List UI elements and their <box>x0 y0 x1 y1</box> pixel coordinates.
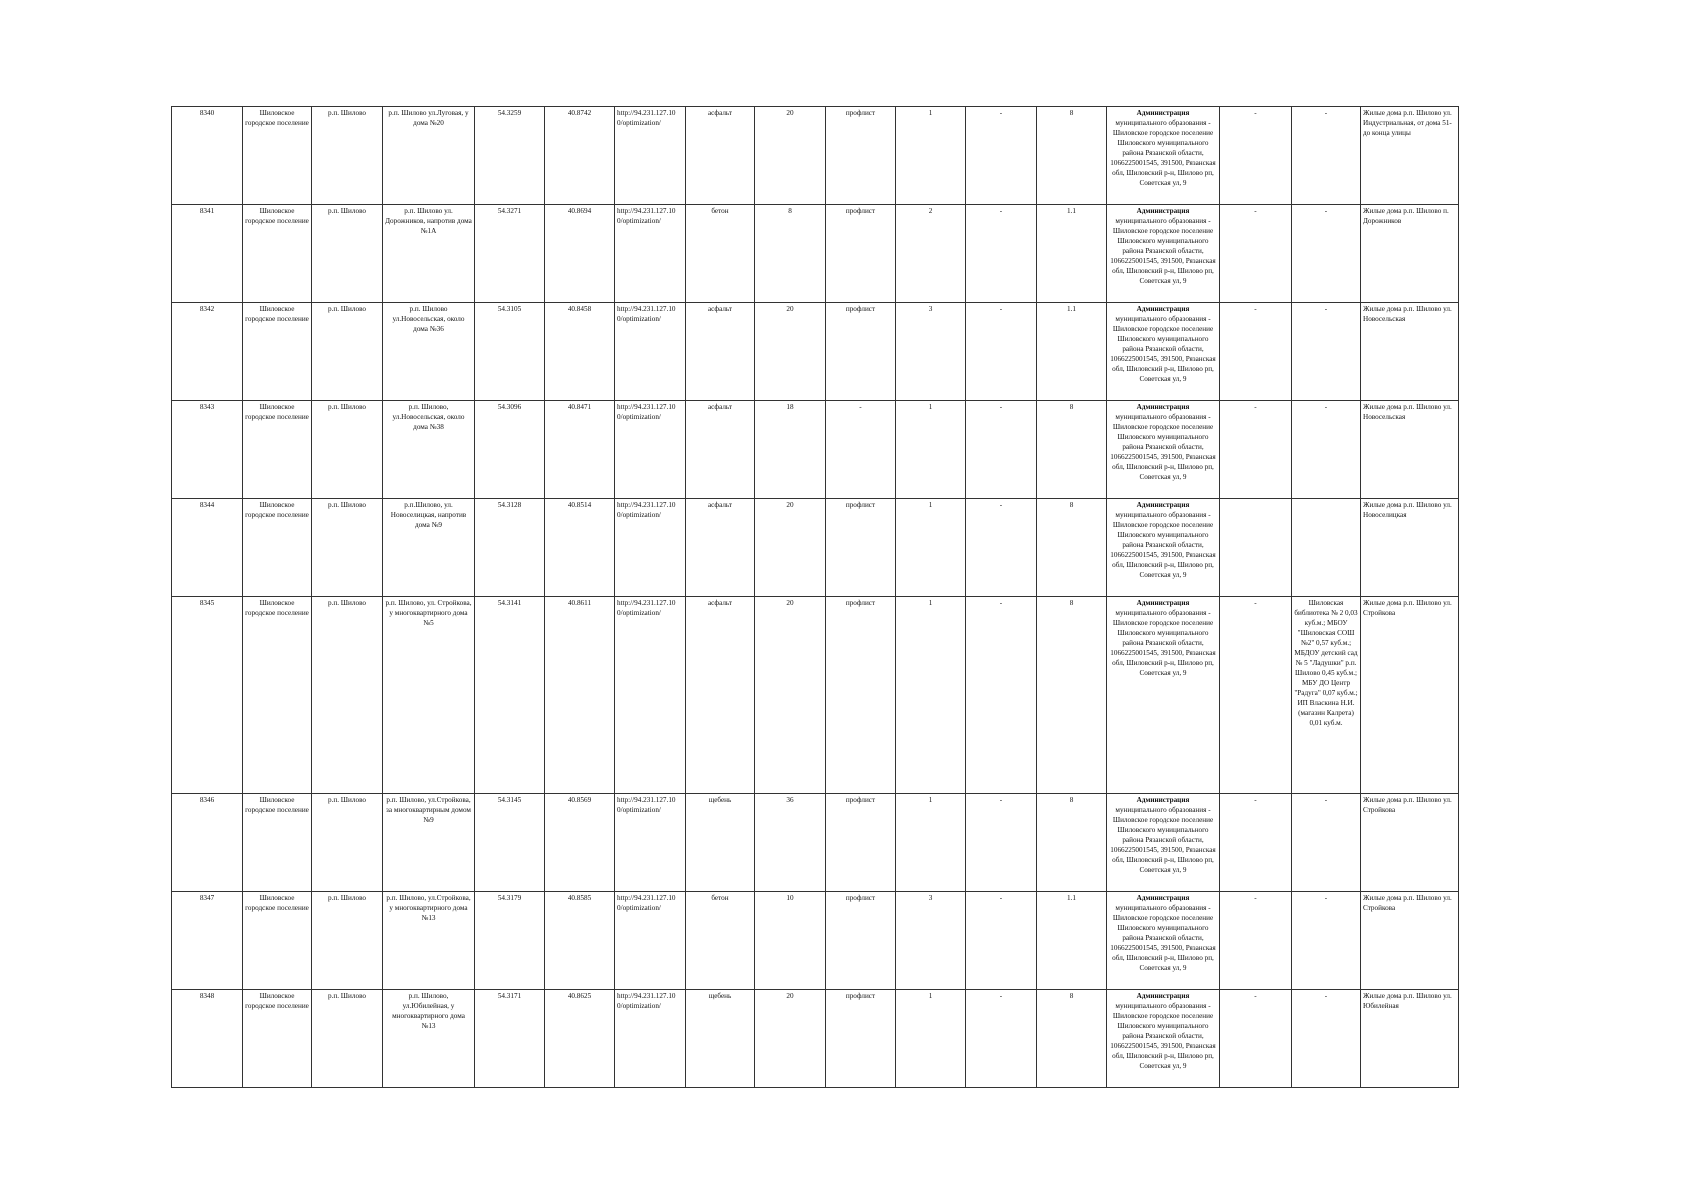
sources-cell: Жилые дома р.п. Шилово ул. Индустриальная, от дома 51- до конца улицы <box>1361 107 1459 205</box>
sources-cell: Жилые дома р.п. Шилово ул. Стройкова <box>1361 597 1459 794</box>
containers-cell: 3 <box>896 303 966 401</box>
owner-cell <box>1107 303 1220 401</box>
id-cell: 8348 <box>172 990 243 1088</box>
id-cell: 8341 <box>172 205 243 303</box>
surface-cell: бетон <box>686 892 755 990</box>
sources-cell: Жилые дома р.п. Шилово ул. Новоселицкая <box>1361 499 1459 597</box>
sources-cell: Жилые дома р.п. Шилово ул. Новосельская <box>1361 401 1459 499</box>
containers-cell: 1 <box>896 597 966 794</box>
surface-cell: асфальт <box>686 401 755 499</box>
id-cell: 8347 <box>172 892 243 990</box>
area-cell: 20 <box>755 990 826 1088</box>
col16-cell: - <box>1292 794 1361 892</box>
owner-cell <box>1107 990 1220 1088</box>
longitude-cell: 40.8585 <box>545 892 615 990</box>
owner-details: муниципального образования - Шиловское городское поселение Шиловского муниципального района Рязанской области, 1066225001545, 391500, Рязанская обл, Шиловский р-н, Шилово рп, Советская ул, 9 <box>1110 315 1216 383</box>
latitude-cell: 54.3128 <box>475 499 545 597</box>
col16-cell: - <box>1292 990 1361 1088</box>
settlement-cell: Шиловское городское поселение <box>243 597 312 794</box>
locality-cell: р.п. Шилово <box>312 597 383 794</box>
map-link-cell: http://94.231.127.10 0/optimization/ <box>615 205 686 303</box>
settlement-cell: Шиловское городское поселение <box>243 303 312 401</box>
table-row <box>172 499 1459 597</box>
map-link-cell: http://94.231.127.10 0/optimization/ <box>615 892 686 990</box>
area-cell: 10 <box>755 892 826 990</box>
map-link-cell: http://94.231.127.10 0/optimization/ <box>615 499 686 597</box>
containers-cell: 1 <box>896 107 966 205</box>
table-body <box>172 107 1459 1088</box>
settlement-cell: Шиловское городское поселение <box>243 401 312 499</box>
volume-cell: 8 <box>1037 990 1107 1088</box>
col16-cell: - <box>1292 205 1361 303</box>
owner-title: Администрация <box>1136 305 1190 313</box>
containers-cell: 2 <box>896 205 966 303</box>
bunkers-cell: - <box>966 401 1037 499</box>
address-cell: р.п. Шилово, ул.Новосельская, около дома №38 <box>383 401 475 499</box>
map-link-cell: http://94.231.127.10 0/optimization/ <box>615 107 686 205</box>
col15-cell: - <box>1220 401 1292 499</box>
col16-cell: - <box>1292 303 1361 401</box>
owner-title: Администрация <box>1136 599 1190 607</box>
owner-details: муниципального образования - Шиловское городское поселение Шиловского муниципального района Рязанской области, 1066225001545, 391500, Рязанская обл, Шиловский р-н, Шилово рп, Советская ул, 9 <box>1110 217 1216 285</box>
table-row <box>172 794 1459 892</box>
map-link-cell: http://94.231.127.10 0/optimization/ <box>615 990 686 1088</box>
longitude-cell: 40.8694 <box>545 205 615 303</box>
fence-cell: профлист <box>826 499 896 597</box>
longitude-cell: 40.8458 <box>545 303 615 401</box>
map-link-cell: http://94.231.127.10 0/optimization/ <box>615 401 686 499</box>
longitude-cell: 40.8471 <box>545 401 615 499</box>
volume-cell: 8 <box>1037 499 1107 597</box>
owner-title: Администрация <box>1136 992 1190 1000</box>
locality-cell: р.п. Шилово <box>312 303 383 401</box>
latitude-cell: 54.3105 <box>475 303 545 401</box>
address-cell: р.п. Шилово, ул.Стройкова, у многоквартирного дома №13 <box>383 892 475 990</box>
longitude-cell: 40.8742 <box>545 107 615 205</box>
latitude-cell: 54.3171 <box>475 990 545 1088</box>
col15-cell: - <box>1220 205 1292 303</box>
map-link-cell: http://94.231.127.10 0/optimization/ <box>615 794 686 892</box>
locality-cell: р.п. Шилово <box>312 107 383 205</box>
owner-details: муниципального образования - Шиловское городское поселение Шиловского муниципального района Рязанской области, 1066225001545, 391500, Рязанская обл, Шиловский р-н, Шилово рп, Советская ул, 9 <box>1110 1002 1216 1070</box>
fence-cell: профлист <box>826 205 896 303</box>
owner-title: Администрация <box>1136 796 1190 804</box>
area-cell: 20 <box>755 499 826 597</box>
longitude-cell: 40.8514 <box>545 499 615 597</box>
longitude-cell: 40.8625 <box>545 990 615 1088</box>
col15-cell: - <box>1220 303 1292 401</box>
owner-details: муниципального образования - Шиловское городское поселение Шиловского муниципального района Рязанской области, 1066225001545, 391500, Рязанская обл, Шиловский р-н, Шилово рп, Советская ул, 9 <box>1110 904 1216 972</box>
id-cell: 8340 <box>172 107 243 205</box>
registry-table <box>171 106 1459 1088</box>
surface-cell: асфальт <box>686 107 755 205</box>
address-cell: р.п. Шилово ул.Новосельская, около дома №36 <box>383 303 475 401</box>
sources-cell: Жилые дома р.п. Шилово ул. Новосельская <box>1361 303 1459 401</box>
bunkers-cell: - <box>966 597 1037 794</box>
latitude-cell: 54.3259 <box>475 107 545 205</box>
settlement-cell: Шиловское городское поселение <box>243 107 312 205</box>
owner-cell <box>1107 499 1220 597</box>
surface-cell: асфальт <box>686 499 755 597</box>
fence-cell: - <box>826 401 896 499</box>
col16-cell: - <box>1292 892 1361 990</box>
id-cell: 8345 <box>172 597 243 794</box>
fence-cell: профлист <box>826 597 896 794</box>
settlement-cell: Шиловское городское поселение <box>243 499 312 597</box>
bunkers-cell: - <box>966 892 1037 990</box>
sources-cell: Жилые дома р.п. Шилово ул. Стройкова <box>1361 794 1459 892</box>
col15-cell: - <box>1220 794 1292 892</box>
col15-cell: - <box>1220 597 1292 794</box>
owner-title: Администрация <box>1136 109 1190 117</box>
volume-cell: 1.1 <box>1037 205 1107 303</box>
col15-cell: - <box>1220 892 1292 990</box>
id-cell: 8346 <box>172 794 243 892</box>
address-cell: р.п. Шилово ул.Луговая, у дома №20 <box>383 107 475 205</box>
area-cell: 20 <box>755 303 826 401</box>
surface-cell: щебень <box>686 990 755 1088</box>
bunkers-cell: - <box>966 205 1037 303</box>
address-cell: р.п. Шилово, ул.Стройкова, за многоквартирным домом №9 <box>383 794 475 892</box>
id-cell: 8344 <box>172 499 243 597</box>
owner-title: Администрация <box>1136 894 1190 902</box>
settlement-cell: Шиловское городское поселение <box>243 205 312 303</box>
owner-details: муниципального образования - Шиловское городское поселение Шиловского муниципального района Рязанской области, 1066225001545, 391500, Рязанская обл, Шиловский р-н, Шилово рп, Советская ул, 9 <box>1110 119 1216 187</box>
locality-cell: р.п. Шилово <box>312 990 383 1088</box>
surface-cell: бетон <box>686 205 755 303</box>
bunkers-cell: - <box>966 303 1037 401</box>
bunkers-cell: - <box>966 499 1037 597</box>
address-cell: р.п. Шилово ул. Дорожников, напротив дома №1А <box>383 205 475 303</box>
col15-cell: - <box>1220 990 1292 1088</box>
owner-cell <box>1107 205 1220 303</box>
surface-cell: асфальт <box>686 303 755 401</box>
bunkers-cell: - <box>966 794 1037 892</box>
volume-cell: 8 <box>1037 401 1107 499</box>
map-link-cell: http://94.231.127.10 0/optimization/ <box>615 597 686 794</box>
volume-cell: 1.1 <box>1037 303 1107 401</box>
table-row <box>172 107 1459 205</box>
id-cell: 8342 <box>172 303 243 401</box>
bunkers-cell: - <box>966 107 1037 205</box>
map-link-cell: http://94.231.127.10 0/optimization/ <box>615 303 686 401</box>
owner-details: муниципального образования - Шиловское городское поселение Шиловского муниципального района Рязанской области, 1066225001545, 391500, Рязанская обл, Шиловский р-н, Шилово рп, Советская ул, 9 <box>1110 511 1216 579</box>
owner-title: Администрация <box>1136 403 1190 411</box>
fence-cell: профлист <box>826 107 896 205</box>
fence-cell: профлист <box>826 303 896 401</box>
locality-cell: р.п. Шилово <box>312 205 383 303</box>
locality-cell: р.п. Шилово <box>312 794 383 892</box>
col15-cell <box>1220 499 1292 597</box>
area-cell: 20 <box>755 597 826 794</box>
owner-title: Администрация <box>1136 501 1190 509</box>
volume-cell: 8 <box>1037 794 1107 892</box>
volume-cell: 8 <box>1037 107 1107 205</box>
containers-cell: 3 <box>896 892 966 990</box>
locality-cell: р.п. Шилово <box>312 892 383 990</box>
table-row <box>172 990 1459 1088</box>
fence-cell: профлист <box>826 794 896 892</box>
address-cell: р.п. Шилово, ул.Юбилейная, у многоквартирного дома №13 <box>383 990 475 1088</box>
sources-cell: Жилые дома р.п. Шилово ул. Стройкова <box>1361 892 1459 990</box>
id-cell: 8343 <box>172 401 243 499</box>
col16-cell: Шиловская библиотека № 2 0,03 куб.м.; МБОУ "Шиловская СОШ №2" 0,57 куб.м.; МБДОУ детский сад № 5 "Ладушки" р.п. Шилово 0,45 куб.м.; МБУ ДО Центр "Радуга" 0,07 куб.м.; ИП Власкина Н.И. (магазин Калрета) 0,01 куб.м. <box>1292 597 1361 794</box>
area-cell: 36 <box>755 794 826 892</box>
sources-cell: Жилые дома р.п. Шилово ул. Юбилейная <box>1361 990 1459 1088</box>
owner-details: муниципального образования - Шиловское городское поселение Шиловского муниципального района Рязанской области, 1066225001545, 391500, Рязанская обл, Шиловский р-н, Шилово рп, Советская ул, 9 <box>1110 413 1216 481</box>
owner-cell <box>1107 892 1220 990</box>
surface-cell: асфальт <box>686 597 755 794</box>
volume-cell: 1.1 <box>1037 892 1107 990</box>
address-cell: р.п.Шилово, ул. Новоселицкая, напротив дома №9 <box>383 499 475 597</box>
longitude-cell: 40.8569 <box>545 794 615 892</box>
bunkers-cell: - <box>966 990 1037 1088</box>
owner-cell <box>1107 794 1220 892</box>
address-cell: р.п. Шилово, ул. Стройкова, у многоквартирного дома №5 <box>383 597 475 794</box>
latitude-cell: 54.3096 <box>475 401 545 499</box>
col16-cell <box>1292 499 1361 597</box>
col16-cell: - <box>1292 401 1361 499</box>
sources-cell: Жилые дома р.п. Шилово п. Дорожников <box>1361 205 1459 303</box>
owner-cell <box>1107 401 1220 499</box>
longitude-cell: 40.8611 <box>545 597 615 794</box>
table-row <box>172 205 1459 303</box>
latitude-cell: 54.3141 <box>475 597 545 794</box>
owner-details: муниципального образования - Шиловское городское поселение Шиловского муниципального района Рязанской области, 1066225001545, 391500, Рязанская обл, Шиловский р-н, Шилово рп, Советская ул, 9 <box>1110 806 1216 874</box>
fence-cell: профлист <box>826 892 896 990</box>
latitude-cell: 54.3145 <box>475 794 545 892</box>
table-row <box>172 597 1459 794</box>
table-row <box>172 303 1459 401</box>
surface-cell: щебень <box>686 794 755 892</box>
latitude-cell: 54.3271 <box>475 205 545 303</box>
settlement-cell: Шиловское городское поселение <box>243 990 312 1088</box>
containers-cell: 1 <box>896 401 966 499</box>
containers-cell: 1 <box>896 990 966 1088</box>
locality-cell: р.п. Шилово <box>312 499 383 597</box>
locality-cell: р.п. Шилово <box>312 401 383 499</box>
area-cell: 8 <box>755 205 826 303</box>
containers-cell: 1 <box>896 794 966 892</box>
owner-title: Администрация <box>1136 207 1190 215</box>
area-cell: 18 <box>755 401 826 499</box>
latitude-cell: 54.3179 <box>475 892 545 990</box>
containers-cell: 1 <box>896 499 966 597</box>
volume-cell: 8 <box>1037 597 1107 794</box>
owner-cell <box>1107 107 1220 205</box>
table-row <box>172 401 1459 499</box>
settlement-cell: Шиловское городское поселение <box>243 794 312 892</box>
col16-cell: - <box>1292 107 1361 205</box>
area-cell: 20 <box>755 107 826 205</box>
settlement-cell: Шиловское городское поселение <box>243 892 312 990</box>
owner-cell <box>1107 597 1220 794</box>
owner-details: муниципального образования - Шиловское городское поселение Шиловского муниципального района Рязанской области, 1066225001545, 391500, Рязанская обл, Шиловский р-н, Шилово рп, Советская ул, 9 <box>1110 609 1216 677</box>
table-row <box>172 892 1459 990</box>
fence-cell: профлист <box>826 990 896 1088</box>
col15-cell: - <box>1220 107 1292 205</box>
